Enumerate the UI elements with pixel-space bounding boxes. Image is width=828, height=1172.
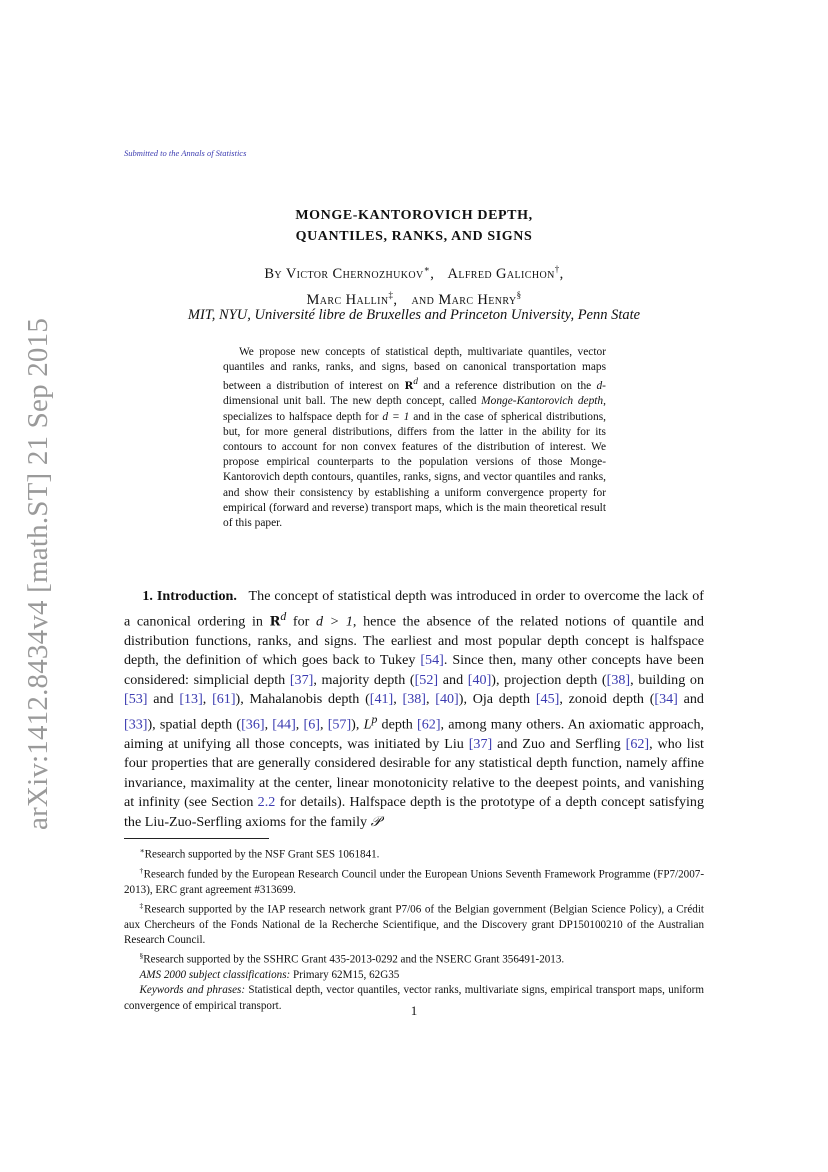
section-heading: 1. Introduction.: [142, 588, 237, 604]
introduction-section: [124, 587, 704, 832]
paper-title: [0, 205, 828, 247]
dimension-superscript: d: [413, 377, 418, 388]
citation-link[interactable]: [40]: [467, 671, 492, 688]
author-list: [0, 259, 828, 311]
citation-link[interactable]: [38]: [606, 671, 631, 688]
footnote-4: §Research supported by the SSHRC Grant 435-2013-0292 and the NSERC Grant 356491-2013.: [139, 951, 565, 966]
citation-link[interactable]: [52]: [414, 671, 439, 688]
equation-d-equals-1: d = 1: [382, 410, 410, 423]
arxiv-identifier-stamp: arXiv:1412.8434v4 [math.ST] 21 Sep 2015: [22, 317, 54, 830]
citation-link[interactable]: [45]: [535, 691, 560, 708]
abstract: [223, 345, 606, 531]
citation-link[interactable]: [13]: [179, 691, 203, 708]
section-reference-link[interactable]: 2.2: [257, 794, 276, 811]
and-label: and: [411, 291, 435, 308]
citation-link[interactable]: [37]: [289, 671, 314, 688]
author-galichon: Alfred Galichon: [447, 265, 555, 282]
citation-link[interactable]: [40]: [435, 691, 459, 708]
citation-link[interactable]: [34]: [654, 691, 678, 708]
family-symbol: 𝒫: [370, 813, 381, 830]
citation-link[interactable]: [6]: [303, 716, 320, 733]
footnotes: [124, 843, 704, 1014]
citation-link[interactable]: [41]: [369, 691, 394, 708]
author-henry: Marc Henry: [438, 291, 517, 308]
author-hallin: Marc Hallin: [306, 291, 389, 308]
keywords: Keywords and phrases: Statistical depth, vector quantiles, vector ranks, multivariate signs, empirical transport maps, uniform convergence of empirical transport.: [124, 984, 704, 1012]
author-mark-2: †: [554, 264, 560, 274]
citation-link[interactable]: [61]: [212, 691, 236, 708]
equation-d-gt-1: d > 1: [316, 613, 353, 630]
mk-depth-term: Monge-Kantorovich depth: [481, 395, 604, 408]
by-label: By: [264, 265, 283, 282]
affiliations: MIT, NYU, Université libre de Bruxelles and Princeton University, Penn State: [187, 307, 641, 323]
citation-link[interactable]: [38]: [402, 691, 426, 708]
page-number: 1: [410, 1003, 418, 1018]
citation-link[interactable]: [57]: [327, 716, 352, 733]
citation-link[interactable]: [33]: [124, 716, 148, 733]
intro-paragraph: 1. Introduction. The concept of statistical depth was introduced in order to overcome the lack of a canonical ordering in $R^d$ for d > 1, hence the absence of the related notions of quantile and distribution functions, ranks, and signs. The earliest and most popular depth concept is halfspace depth, the definition of which goes back to Tukey [54]. Since then, many other concepts have been considered: simplicial depth [37], majority depth ([52] and [40]), projection depth ([38], building on [53] and [13], [61]), Mahalanobis depth ([41], [38], [40]), Oja depth [45], zonoid depth ([34] and [33]), spatial depth ([36], [44], [6], [57]), $L^p$ depth [62], among many others. An axiomatic approach, aiming at unifying all those concepts, was initiated by Liu [37] and Zuo and Serfling [62], who list four properties that are generally considered desirable for any statistical depth function, namely affine invariance, maximality at the center, linear monotonicity relative to the deepest points, and vanishing at infinity (see Section 2.2 for details). Halfspace depth is the prototype of a depth concept satisfying the Liu-Zuo-Serfling axioms for the family 𝒫: [124, 588, 705, 830]
reals-symbol: R: [404, 380, 414, 393]
lp-symbol: L: [363, 716, 372, 733]
journal-submission-note: Submitted to the Annals of Statistics: [124, 148, 247, 158]
author-chernozhukov: Victor Chernozhukov: [285, 265, 424, 282]
reals-symbol: R: [269, 614, 281, 630]
citation-link[interactable]: [53]: [124, 691, 148, 708]
citation-link[interactable]: [62]: [625, 735, 650, 752]
ams-classification: AMS 2000 subject classifications: Primary 62M15, 62G35: [139, 969, 400, 982]
title-line-2: QUANTILES, RANKS, AND SIGNS: [295, 229, 533, 244]
author-mark-1: ∗: [423, 264, 431, 274]
footnote-2: †Research funded by the European Research Council under the European Unions Seventh Framework Programme (FP7/2007-2013), ERC grant agreement #313699.: [124, 865, 705, 896]
dimension-variable: d: [596, 380, 603, 393]
citation-link[interactable]: [36]: [241, 716, 265, 733]
citation-link[interactable]: [37]: [468, 735, 493, 752]
author-mark-4: §: [516, 289, 522, 300]
author-line-2: Marc Hallin‡, and Marc Henry§: [306, 289, 522, 308]
title-line-1: MONGE-KANTOROVICH DEPTH,: [295, 208, 533, 223]
footnote-1: ∗Research supported by the NSF Grant SES 1061841.: [139, 846, 380, 861]
citation-link[interactable]: [62]: [417, 716, 441, 733]
citation-link[interactable]: [54]: [420, 652, 444, 669]
abstract-paragraph: We propose new concepts of statistical depth, multivariate quantiles, vector quantiles and ranks, ranks, and signs, based on canonical transportation maps between a distribution of interest on $R^d$ and a reference distribution on the d-dimensional unit ball. The new depth concept, called Monge-Kantorovich depth, specializes to halfspace depth for d = 1 and in the case of spherical distributions, but, for more general distributions, differs from the latter in the ability for its contours to account for non convex features of the distribution of interest. We propose empirical counterparts to the population versions of those Monge-Kantorovich depth contours, quantiles, ranks, signs, and vector quantiles and ranks, and show their consistency by establishing a uniform convergence property for empirical (forward and reverse) transport maps, which is the main theoretical result of this paper.: [223, 346, 606, 530]
footnote-3: ‡Research supported by the IAP research network grant P7/06 of the Belgian government (Belgian Science Policy), a Crédit aux Chercheurs of the Fonds National de la Recherche Scientifique, and the Discovery grant DP150100210 of the Australian Research Council.: [124, 900, 704, 947]
footnote-divider: [124, 838, 269, 839]
author-mark-3: ‡: [388, 289, 394, 300]
citation-link[interactable]: [44]: [272, 716, 296, 733]
author-line-1: By Victor Chernozhukov∗, Alfred Galichon†,: [264, 264, 564, 282]
